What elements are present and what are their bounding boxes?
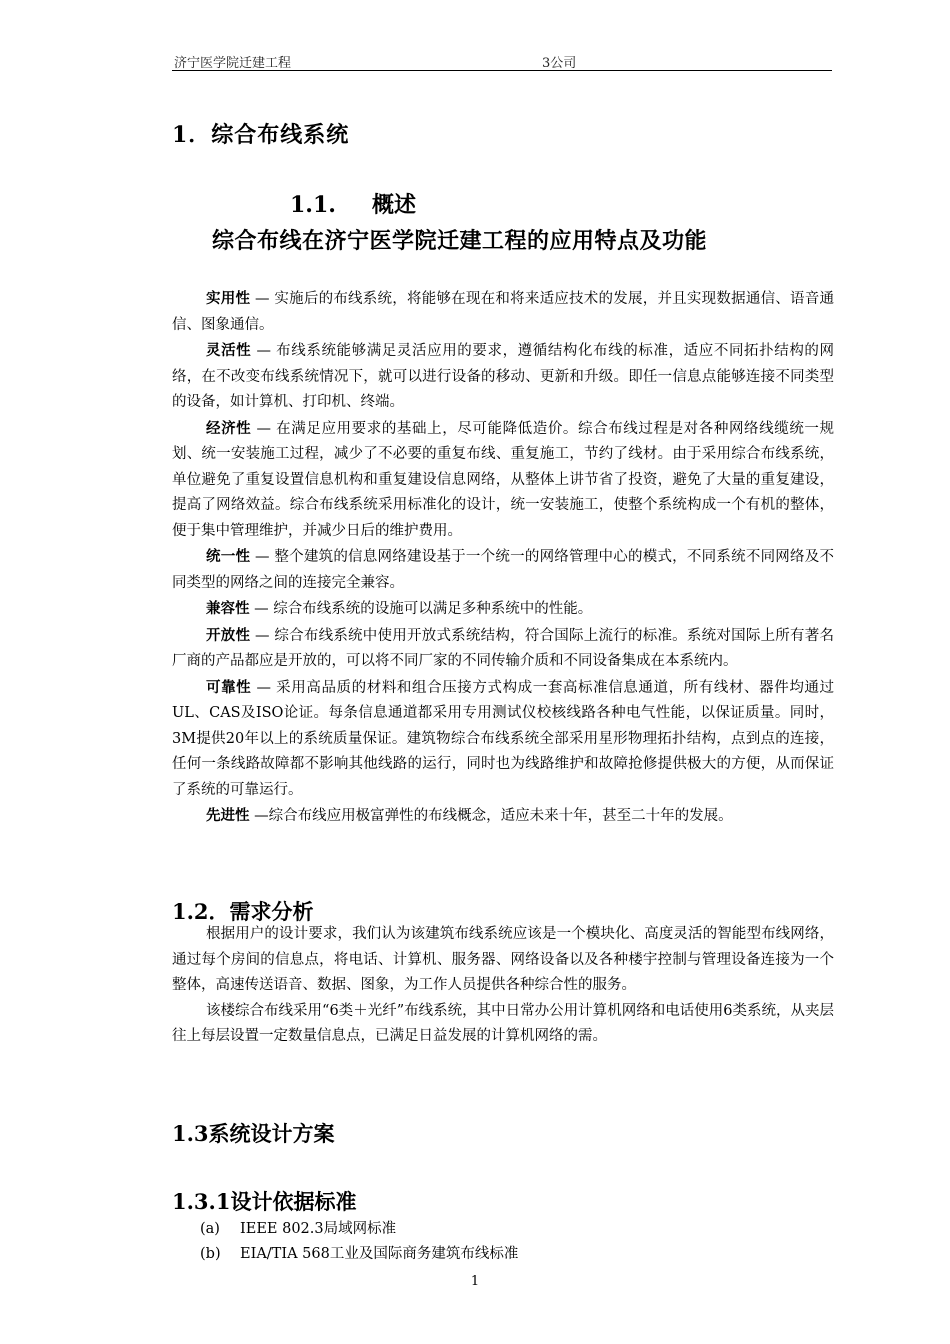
feature-term: 灵活性 [206, 342, 252, 359]
requirements-paragraph: 根据用户的设计要求，我们认为该建筑布线系统应该是一个模块化、高度灵活的智能型布线网络，通过每个房间的信息点，将电话、计算机、服务器、网络设备以及各种楼宇控制与管理设备连接为一个整体，高速传送语音、数据、图象，为工作人员提供各种综合性的服务。 [172, 926, 834, 993]
feature-term: 统一性 [206, 548, 251, 565]
feature-text: — 布线系统能够满足灵活应用的要求，遵循结构化布线的标准，适应不同拓扑结构的网络，在不改变布线系统情况下，就可以进行设备的移动、更新和升级。即任一信息点能够连接不同类型的设备，如计算机、打印机、终端。 [172, 343, 835, 410]
feature-paragraph [172, 623, 834, 675]
page-number: 1 [470, 1274, 480, 1289]
standard-list-item [200, 1217, 396, 1238]
feature-text: — 采用高品质的材料和组合压接方式构成一套高标准信息通道，所有线材、器件均通过UL、CAS及ISO论证。每条信息通道都采用专用测试仪校核线路各种电气性能，以保证质量。同时，3M提供20年以上的系统质量保证。建筑物综合布线系统全部采用星形物理拓扑结构，点到点的连接，任何一条线路故障都不影响其他线路的运行，同时也为线路维护和故障抢修提供极大的方便，从而保证了系统的可靠运行。 [172, 679, 835, 798]
feature-term: 经济性 [206, 419, 252, 437]
feature-text: — 整个建筑的信息网络建设基于一个统一的网络管理中心的模式，不同系统不同网络及不同类型的网络之间的连接完全兼容。 [172, 549, 835, 591]
section-1-3-heading: 1.3系统设计方案 [172, 1121, 335, 1146]
feature-paragraph [172, 596, 834, 623]
requirements-paragraph: 该楼综合布线采用“6类＋光纤”布线系统，其中日常办公用计算机网络和电话使用6类系统，从夹层往上每层设置一定数量信息点，已满足日益发展的计算机网络的需。 [172, 1002, 834, 1044]
page-header [172, 52, 832, 71]
list-item-text: IEEE 802.3局域网标准 [240, 1221, 397, 1237]
section-1-heading: 1．综合布线系统 [172, 122, 350, 148]
section-1-1-subtitle: 综合布线在济宁医学院迁建工程的应用特点及功能 [212, 228, 708, 254]
feature-paragraph [172, 675, 834, 804]
list-marker: (a) [200, 1221, 220, 1237]
features-list [172, 286, 834, 830]
header-project-name: 济宁医学院迁建工程 [174, 56, 292, 71]
feature-text: — 综合布线系统中使用开放式系统结构，符合国际上流行的标准。系统对国际上所有著名厂商的产品都应是开放的，可以将不同厂家的不同传输介质和不同设备集成在本系统内。 [172, 627, 835, 669]
header-company: 3公司 [542, 56, 577, 71]
feature-paragraph [172, 338, 834, 416]
section-1-1-heading [290, 188, 416, 219]
feature-paragraph [172, 544, 834, 596]
feature-text: —综合布线应用极富弹性的布线概念，适应未来十年，甚至二十年的发展。 [249, 808, 733, 824]
feature-term: 开放性 [206, 626, 251, 644]
section-1-3-1-heading: 1.3.1设计依据标准 [172, 1189, 357, 1214]
feature-text: — 在满足应用要求的基础上，尽可能降低造价。综合布线过程是对各种网络线缆统一规划、统一安装施工过程，减少了不必要的重复布线、重复施工，节约了线材。由于采用综合布线系统，单位避免了重复设置信息机构和重复建设信息网络，从整体上讲节省了投资，避免了大量的重复建设，提高了网络效益。综合布线系统采用标准化的设计，统一安装施工，使整个系统构成一个有机的整体，便于集中管理维护，并减少日后的维护费用。 [172, 420, 835, 539]
feature-text: — 综合布线系统的设施可以满足多种系统中的性能。 [249, 601, 593, 617]
feature-text: — 实施后的布线系统，将能够在现在和将来适应技术的发展，并且实现数据通信、语音通信、图象通信。 [172, 291, 835, 333]
feature-term: 可靠性 [206, 678, 252, 696]
list-marker: (b) [200, 1246, 221, 1262]
section-1-2-body [172, 922, 834, 1050]
list-item-text: EIA/TIA 568工业及国际商务建筑布线标准 [240, 1246, 519, 1262]
feature-term: 兼容性 [206, 600, 250, 617]
feature-paragraph [172, 286, 834, 338]
feature-term: 实用性 [206, 290, 251, 307]
section-1-1-number: 1.1. [290, 192, 336, 218]
feature-term: 先进性 [206, 807, 250, 824]
standard-list-item [200, 1242, 518, 1263]
feature-paragraph [172, 416, 834, 545]
feature-paragraph [172, 803, 834, 830]
section-1-1-title: 概述 [372, 192, 417, 218]
section-1-2-heading: 1.2．需求分析 [172, 899, 314, 924]
